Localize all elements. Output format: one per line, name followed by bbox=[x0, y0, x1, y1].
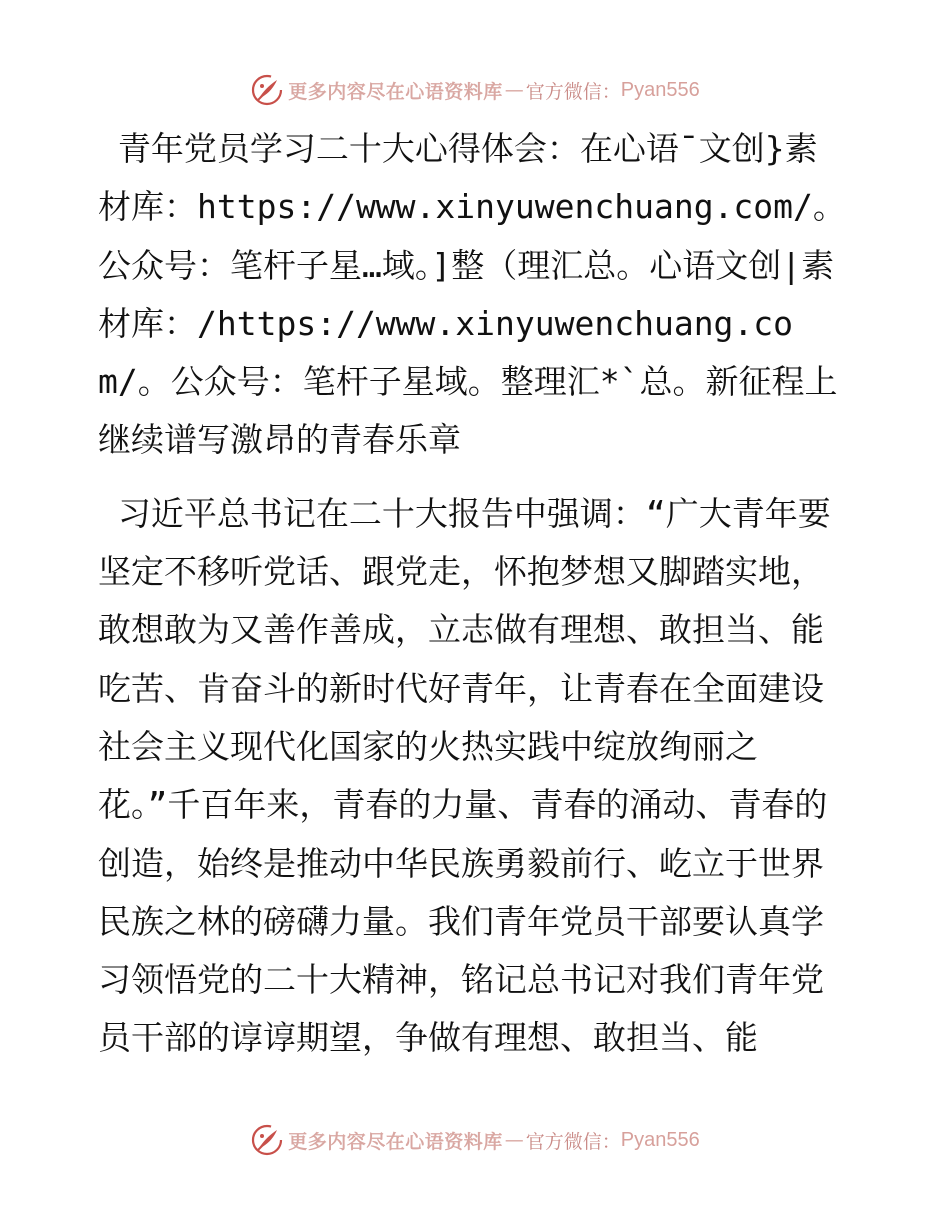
quill-seal-icon bbox=[250, 1123, 284, 1157]
quill-seal-icon bbox=[250, 73, 284, 107]
document-body bbox=[98, 120, 850, 1068]
wechat-label: 官方微信： bbox=[525, 1130, 621, 1153]
paragraph-title: 青年党员学习二十大心得体会：在心语¯文创}素材库：https://www.xinyuwenchuang.com/。公众号：笔杆子星…域。]整（理汇总。心语文创|素材库：/https://www.xinyuwenchuang.com/。公众号：笔杆子星域。整理汇*`总。新征程上继续谱写激昂的青春乐章 bbox=[98, 129, 846, 460]
wechat-id: Pyan556 bbox=[620, 78, 700, 101]
wechat-label: 官方微信： bbox=[525, 80, 621, 103]
brand-dash: — bbox=[504, 79, 524, 101]
brand-text: 更多内容尽在心语资料库 bbox=[288, 80, 503, 103]
paragraph-body: 习近平总书记在二十大报告中强调：“广大青年要坚定不移听党话、跟党走，怀抱梦想又脚踏实地，敢想敢为又善作善成，立志做有理想、敢担当、能吃苦、肯奋斗的新时代好青年，让青春在全面建设社会主义现代化国家的火热实践中绽放绚丽之花。”千百年来，青春的力量、青春的涌动、青春的创造，始终是推动中华民族勇毅前行、屹立于世界民族之林的磅礴力量。我们青年党员干部要认真学习领悟党的二十大精神，铭记总书记对我们青年党员干部的谆谆期望，争做有理想、敢担当、能 bbox=[98, 493, 831, 1058]
wechat-id: Pyan556 bbox=[620, 1128, 700, 1151]
header-watermark bbox=[0, 70, 950, 110]
footer-watermark bbox=[0, 1120, 950, 1160]
brand-dash: — bbox=[504, 1129, 524, 1151]
brand-text: 更多内容尽在心语资料库 bbox=[288, 1130, 503, 1153]
